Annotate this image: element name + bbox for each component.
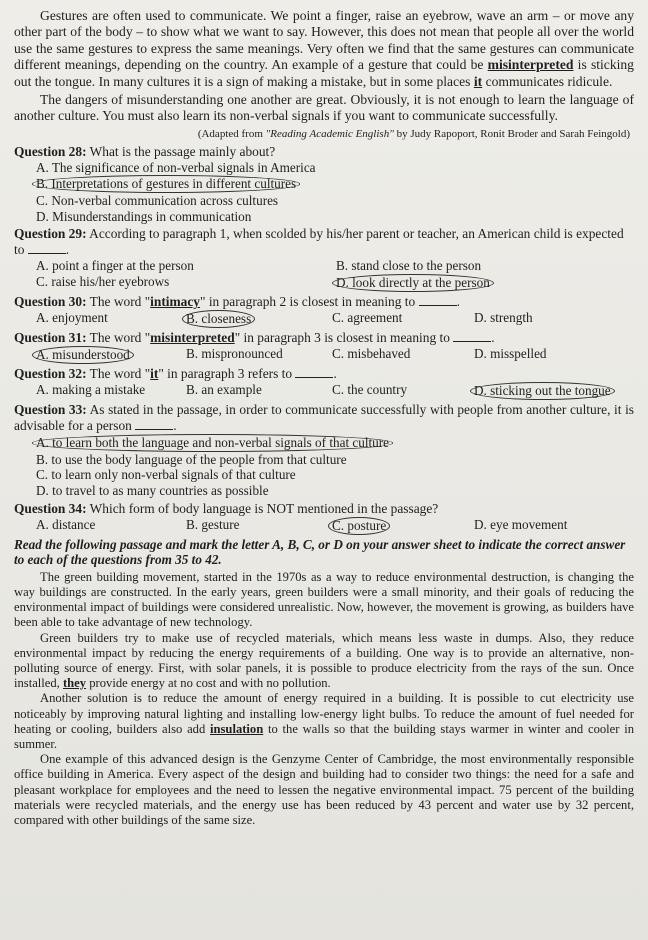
option-a[interactable]: A. to learn both the language and non-verbal signals of that culture bbox=[36, 434, 634, 452]
option-d[interactable]: D. to travel to as many countries as possible bbox=[36, 483, 269, 498]
option-b[interactable]: B. to use the body language of the people from that culture bbox=[36, 451, 347, 467]
option-d[interactable]: D. look directly at the person bbox=[336, 274, 494, 292]
option-a[interactable]: A. making a mistake bbox=[36, 382, 146, 398]
passage2-paragraph3: Another solution is to reduce the amount of energy required in a building. It is possible to cut electricity use noticeably by improving natural lighting and installing low-energy light bulbs. To reduce the amount of fuel needed for heating or cooling, builders also add insulation to the walls so that the building stays warmer in winter and cooler in summer. bbox=[14, 691, 634, 752]
option-d[interactable]: D. eye movement bbox=[474, 516, 568, 532]
question-30: Question 30: The word "intimacy" in paragraph 2 is closest in meaning to . A. enjoyment B. closeness C. agreement D. strength bbox=[14, 294, 634, 328]
option-d[interactable]: D. Misunderstandings in communication bbox=[36, 208, 252, 224]
option-b[interactable]: B. mispronounced bbox=[186, 346, 283, 362]
option-c[interactable]: C. Non-verbal communication across cultures bbox=[36, 193, 279, 209]
question-34: Question 34: Which form of body language is NOT mentioned in the passage? A. distance B. gesture C. posture D. eye movement bbox=[14, 501, 634, 535]
source-citation: (Adapted from "Reading Academic English" by Judy Rapoport, Ronit Broder and Sarah Feingold) bbox=[197, 127, 630, 140]
passage1-paragraph1: Gestures are often used to communicate. We point a finger, raise an eyebrow, wave an arm – or move any other part of the body – to show what we want to say. However, this does not mean that people all over the world use the same gestures to express the same meanings. Very often we find that the same gestures can communicate different meanings, depending on the country. An example of a gesture that could be misinterpreted is sticking out the tongue. In many cultures it is a sign of making a mistake, but in some places it communicates ridicule. bbox=[14, 8, 634, 89]
option-b[interactable]: B. an example bbox=[186, 382, 262, 398]
option-b[interactable]: B. closeness bbox=[186, 310, 332, 328]
question-31: Question 31: The word "misinterpreted" in paragraph 3 is closest in meaning to . A. misunderstood B. mispronounced C. misbehaved D. misspelled bbox=[14, 330, 634, 364]
option-b[interactable]: B. Interpretations of gestures in different cultures bbox=[36, 175, 634, 193]
highlighted-word-misinterpreted: misinterpreted bbox=[487, 57, 574, 73]
option-d[interactable]: D. strength bbox=[474, 310, 533, 326]
option-c[interactable]: C. posture bbox=[332, 517, 474, 535]
question-28: Question 28: What is the passage mainly about? A. The significance of non-verbal signals in America B. Interpretations of gestures in different cultures C. Non-verbal communication across cultures D. Misunderstandings in communication bbox=[14, 144, 634, 224]
highlighted-word-it: it bbox=[473, 73, 483, 89]
option-a[interactable]: A. distance bbox=[36, 516, 96, 532]
highlighted-word-they: they bbox=[62, 676, 87, 691]
option-a[interactable]: A. enjoyment bbox=[36, 310, 108, 326]
passage2-paragraph4: One example of this advanced design is the Genzyme Center of Cambridge, the most environmentally responsible office building in America. Every aspect of the design and building had to consider two things: the need for a safe and pleasant workplace for employees and the need to lessen the negative environmental impact. 75 percent of the building materials were recycled materials, and the energy use has been reduced by 43 percent and water use by 32 percent, compared with other buildings of the same size. bbox=[14, 752, 634, 828]
question-29: Question 29: According to paragraph 1, when scolded by his/her parent or teacher, an American child is expected to . A. point a finger at the person B. stand close to the person C. raise his/her eyebrows D. look directly at the person bbox=[14, 226, 624, 291]
option-c[interactable]: C. to learn only non-verbal signals of that culture bbox=[36, 467, 296, 483]
option-a[interactable]: A. misunderstood bbox=[36, 346, 186, 364]
passage1-paragraph2: The dangers of misunderstanding one another are great. Obviously, it is not enough to learn the language of another culture. You must also learn its non-verbal signals if you want to communicate successfully. bbox=[14, 92, 634, 124]
option-a[interactable]: A. point a finger at the person bbox=[36, 258, 194, 274]
passage2-paragraph1: The green building movement, started in the 1970s as a way to reduce environmental destruction, is changing the way buildings are constructed. In the early years, green builders were a small minority, and their goals of reducing the environmental impact of buildings were considered unrealistic. Now, however, the movement is growing, as builders have been able to take advantage of new technology. bbox=[14, 569, 634, 630]
passage2-paragraph2: Green builders try to make use of recycled materials, which means less waste in dumps. Also, they reduce environmental impact by reducing the energy requirements of a building. One way is to provide an alternative, non-polluting source of energy. First, with solar panels, it is possible to produce electricity from the rays of the sun. Once installed, they provide energy at no cost and with no pollution. bbox=[14, 630, 634, 691]
option-d[interactable]: D. sticking out the tongue bbox=[474, 382, 615, 400]
option-a[interactable]: A. The significance of non-verbal signals in America bbox=[36, 159, 316, 175]
highlighted-word-insulation: insulation bbox=[210, 721, 264, 736]
question-32: Question 32: The word "it" in paragraph 3 refers to . A. making a mistake B. an example C. the country D. sticking out the tongue bbox=[14, 366, 634, 400]
option-d[interactable]: D. misspelled bbox=[474, 346, 547, 362]
option-c[interactable]: C. raise his/her eyebrows bbox=[36, 274, 170, 290]
option-c[interactable]: C. agreement bbox=[332, 310, 403, 326]
option-c[interactable]: C. the country bbox=[332, 382, 408, 398]
option-b[interactable]: B. gesture bbox=[186, 516, 240, 532]
question-33: Question 33: As stated in the passage, in order to communicate successfully with people from another culture, it is advisable for a person . A. to learn both the language and non-verbal signals of that culture B. to use the body language of the people from that culture C. to learn only non-verbal signals of that culture D. to travel to as many countries as possible bbox=[14, 402, 635, 498]
option-c[interactable]: C. misbehaved bbox=[332, 346, 411, 362]
section-instruction: Read the following passage and mark the letter A, B, C, or D on your answer sheet to indicate the correct answer to each of the questions from 35 to 42. bbox=[14, 536, 626, 568]
option-b[interactable]: B. stand close to the person bbox=[336, 258, 482, 274]
